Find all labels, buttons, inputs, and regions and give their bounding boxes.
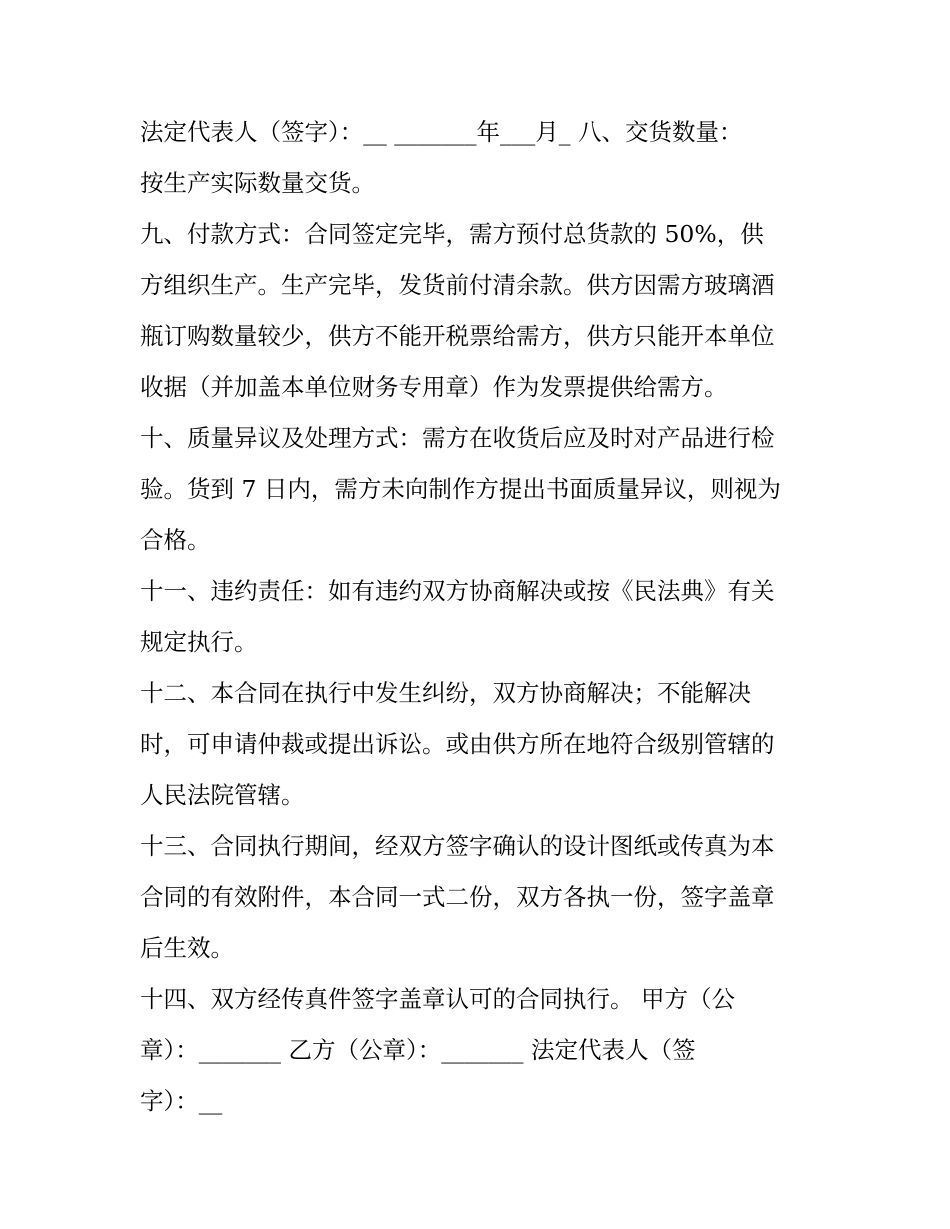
text-line: 十二、本合同在执行中发生纠纷，双方协商解决；不能解决: [140, 679, 751, 707]
contract-text: [140, 107, 820, 1127]
text-line: 合同的有效附件，本合同一式二份，双方各执一份，签字盖章: [140, 883, 775, 911]
text-line: 人民法院管辖。: [140, 781, 305, 809]
text-line: 章）：_______ 乙方（公章）：_______ 法定代表人（签: [140, 1036, 696, 1064]
text-line: 方组织生产。生产完毕，发货前付清余款。供方因需方玻璃酒: [140, 271, 775, 299]
text-line: 规定执行。: [140, 628, 258, 656]
text-line: 合格。: [140, 526, 211, 554]
text-line: 十四、双方经传真件签字盖章认可的合同执行。 甲方（公: [140, 985, 735, 1013]
text-line: 法定代表人（签字）：__ _______年___月_ 八、交货数量：: [140, 118, 743, 146]
text-line: 十一、违约责任：如有违约双方协商解决或按《民法典》有关: [140, 577, 775, 605]
text-line: 按生产实际数量交货。: [140, 169, 375, 197]
text-line: 瓶订购数量较少，供方不能开税票给需方，供方只能开本单位: [140, 322, 775, 350]
text-line: 验。货到 7 日内，需方未向制作方提出书面质量异议，则视为: [140, 475, 781, 503]
text-line: 时，可申请仲裁或提出诉讼。或由供方所在地符合级别管辖的: [140, 730, 775, 758]
text-line: 十、质量异议及处理方式：需方在收货后应及时对产品进行检: [140, 424, 775, 452]
text-line: 收据（并加盖本单位财务专用章）作为发票提供给需方。: [140, 373, 728, 401]
text-line: 十三、合同执行期间，经双方签字确认的设计图纸或传真为本: [140, 832, 775, 860]
text-line: 后生效。: [140, 934, 234, 962]
text-line: 字）：__: [140, 1087, 223, 1115]
text-line: 九、付款方式：合同签定完毕，需方预付总货款的 50%，供: [140, 220, 764, 248]
